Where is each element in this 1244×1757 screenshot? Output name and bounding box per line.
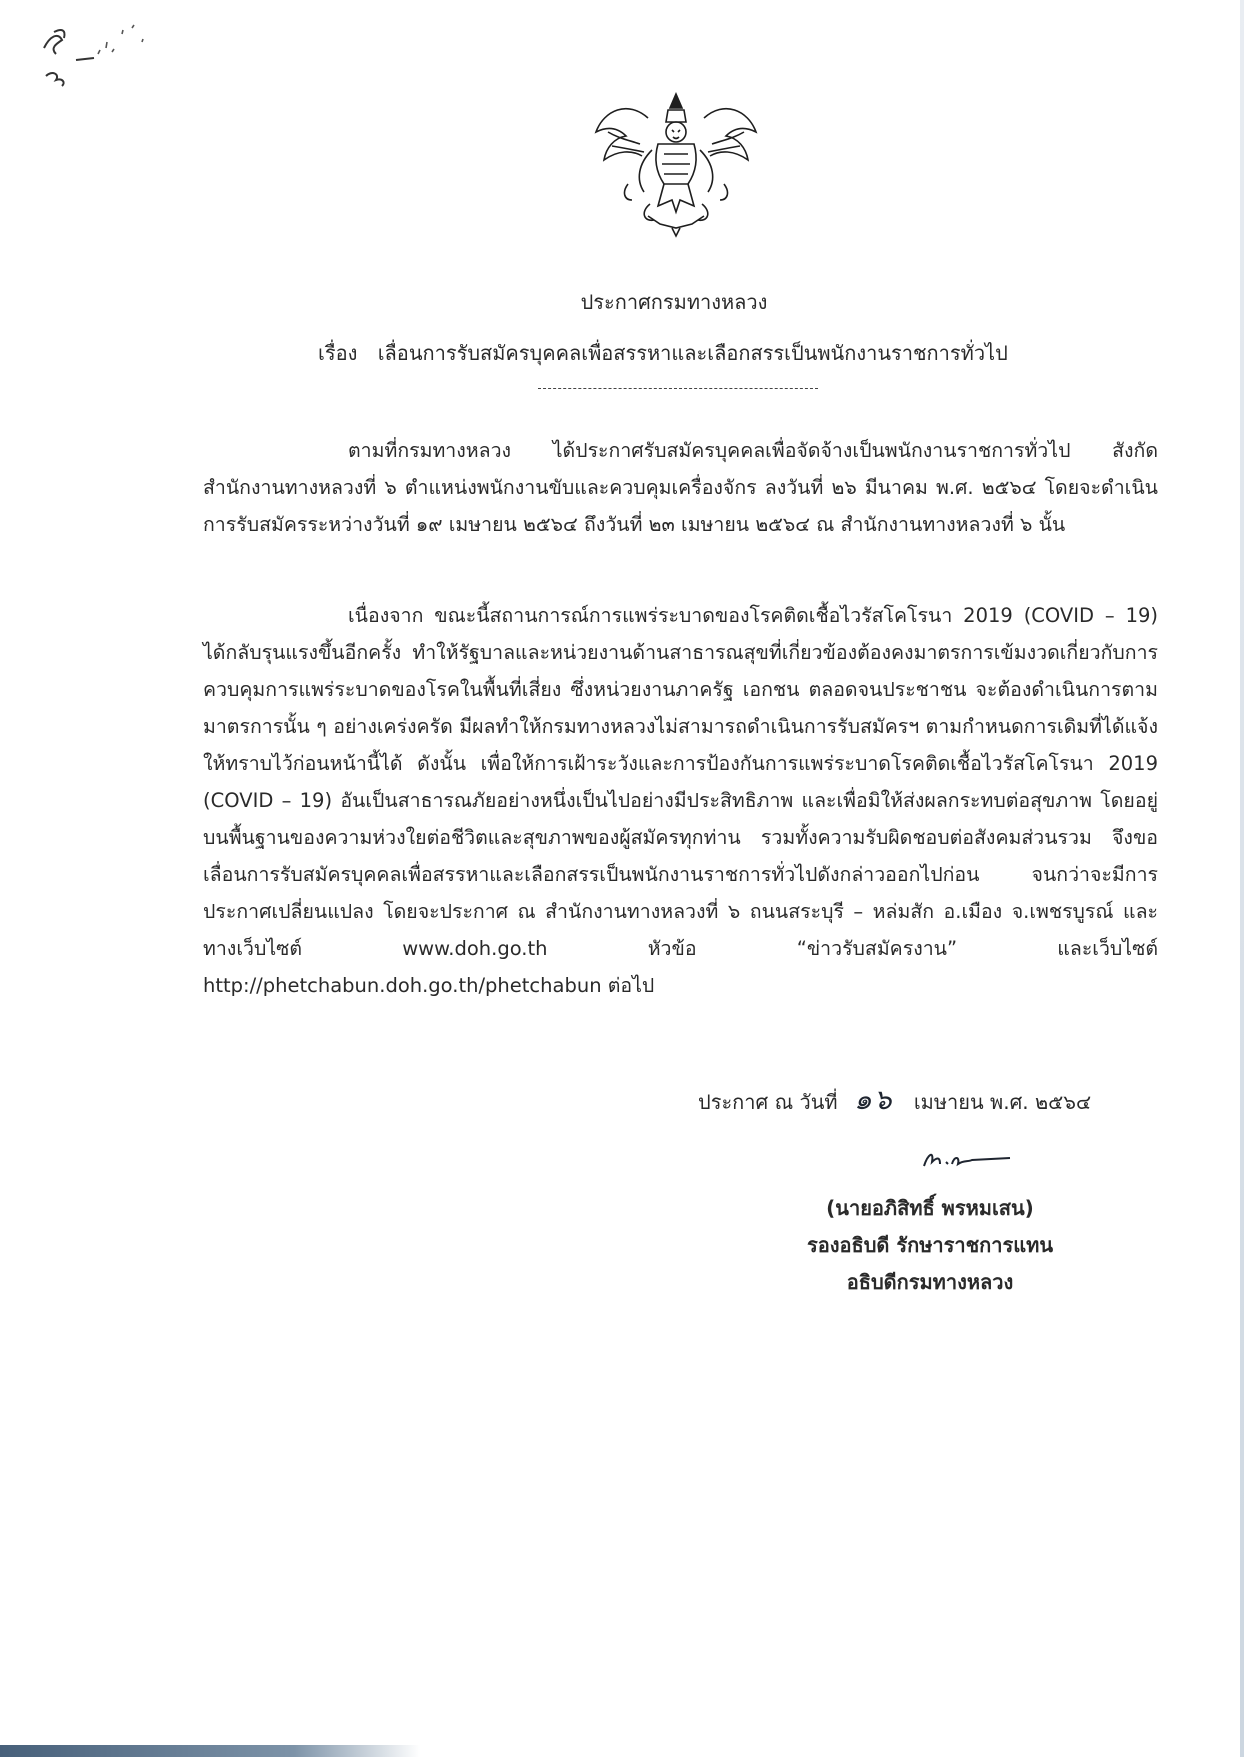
subject-label: เรื่อง [318,341,358,365]
signer-block [780,1190,1080,1301]
handwritten-corner-marks [36,18,166,98]
announcement-subject [318,337,1078,369]
announcement-date [698,1078,1091,1122]
announcement-title: ประกาศกรมทางหลวง [580,290,768,314]
paragraph-1-text: ตามที่กรมทางหลวง ได้ประกาศรับสมัครบุคคลเพื่อจัดจ้างเป็นพนักงานราชการทั่วไป สังกัดสำนักงานทางหลวงที่ ๖ ตำแหน่งพนักงานขับและควบคุมเครื่องจักร ลงวันที่ ๒๖ มีนาคม พ.ศ. ๒๕๖๔ โดยจะดำเนินการรับสมัครระหว่างวันที่ ๑๙ เมษายน ๒๕๖๔ ถึงวันที่ ๒๓ เมษายน ๒๕๖๔ ณ สำนักงานทางหลวงที่ ๖ นั้น [203,439,1158,536]
body-paragraph-1 [203,432,1158,543]
date-day-handwritten: ๑๖ [853,1083,894,1116]
scan-edge-right [1240,0,1244,1757]
signer-name: (นายอภิสิทธิ์ พรหมเสน) [826,1196,1034,1220]
date-month-year: เมษายน พ.ศ. ๒๕๖๔ [913,1090,1092,1114]
scan-edge-bottom [0,1745,420,1757]
signer-position-1: รองอธิบดี รักษาราชการแทน [806,1233,1054,1257]
paragraph-2-text: เนื่องจาก ขณะนี้สถานการณ์การแพร่ระบาดของโรคติดเชื้อไวรัสโคโรนา 2019 (COVID – 19) ได้กลับรุนแรงขึ้นอีกครั้ง ทำให้รัฐบาลและหน่วยงานด้านสาธารณสุขที่เกี่ยวข้องต้องคงมาตรการเข้มงวดเกี่ยวกับการควบคุมการแพร่ระบาดของโรคในพื้นที่เสี่ยง ซึ่งหน่วยงานภาครัฐ เอกชน ตลอดจนประชาชน จะต้องดำเนินการตามมาตรการนั้น ๆ อย่างเคร่งครัด มีผลทำให้กรมทางหลวงไม่สามารถดำเนินการรับสมัครฯ ตามกำหนดการเดิมที่ได้แจ้งให้ทราบไว้ก่อนหน้านี้ได้ ดังนั้น เพื่อให้การเฝ้าระวังและการป้องกันการแพร่ระบาดโรคติดเชื้อไวรัสโคโรนา 2019 (COVID – 19) อันเป็นสาธารณภัยอย่างหนึ่งเป็นไปอย่างมีประสิทธิภาพ และเพื่อมิให้ส่งผลกระทบต่อสุขภาพ โดยอยู่บนพื้นฐานของความห่วงใยต่อชีวิตและสุขภาพของผู้สมัครทุกท่าน รวมทั้งความรับผิดชอบต่อสังคมส่วนรวม จึงขอเลื่อนการรับสมัครบุคคลเพื่อสรรหาและเลือกสรรเป็นพนักงานราชการทั่วไปดังกล่าวออกไปก่อน จนกว่าจะมีการประกาศเปลี่ยนแปลง โดยจะประกาศ ณ สำนักงานทางหลวงที่ ๖ ถนนสระบุรี – หล่มสัก อ.เมือง จ.เพชรบูรณ์ และทางเว็บไซต์ www.doh.go.th หัวข้อ “ข่าวรับสมัครงาน” และเว็บไซต์ http://phetchabun.doh.go.th/phetchabun ต่อไป [203,604,1158,997]
handwritten-signature [918,1140,1018,1174]
date-prefix: ประกาศ ณ วันที่ [698,1090,838,1114]
body-paragraph-2 [203,597,1158,1004]
signer-position-2: อธิบดีกรมทางหลวง [846,1270,1014,1294]
title-divider [538,388,818,389]
subject-text: เลื่อนการรับสมัครบุคคลเพื่อสรรหาและเลือกสรรเป็นพนักงานราชการทั่วไป [377,341,1008,365]
garuda-emblem-icon [588,88,764,238]
